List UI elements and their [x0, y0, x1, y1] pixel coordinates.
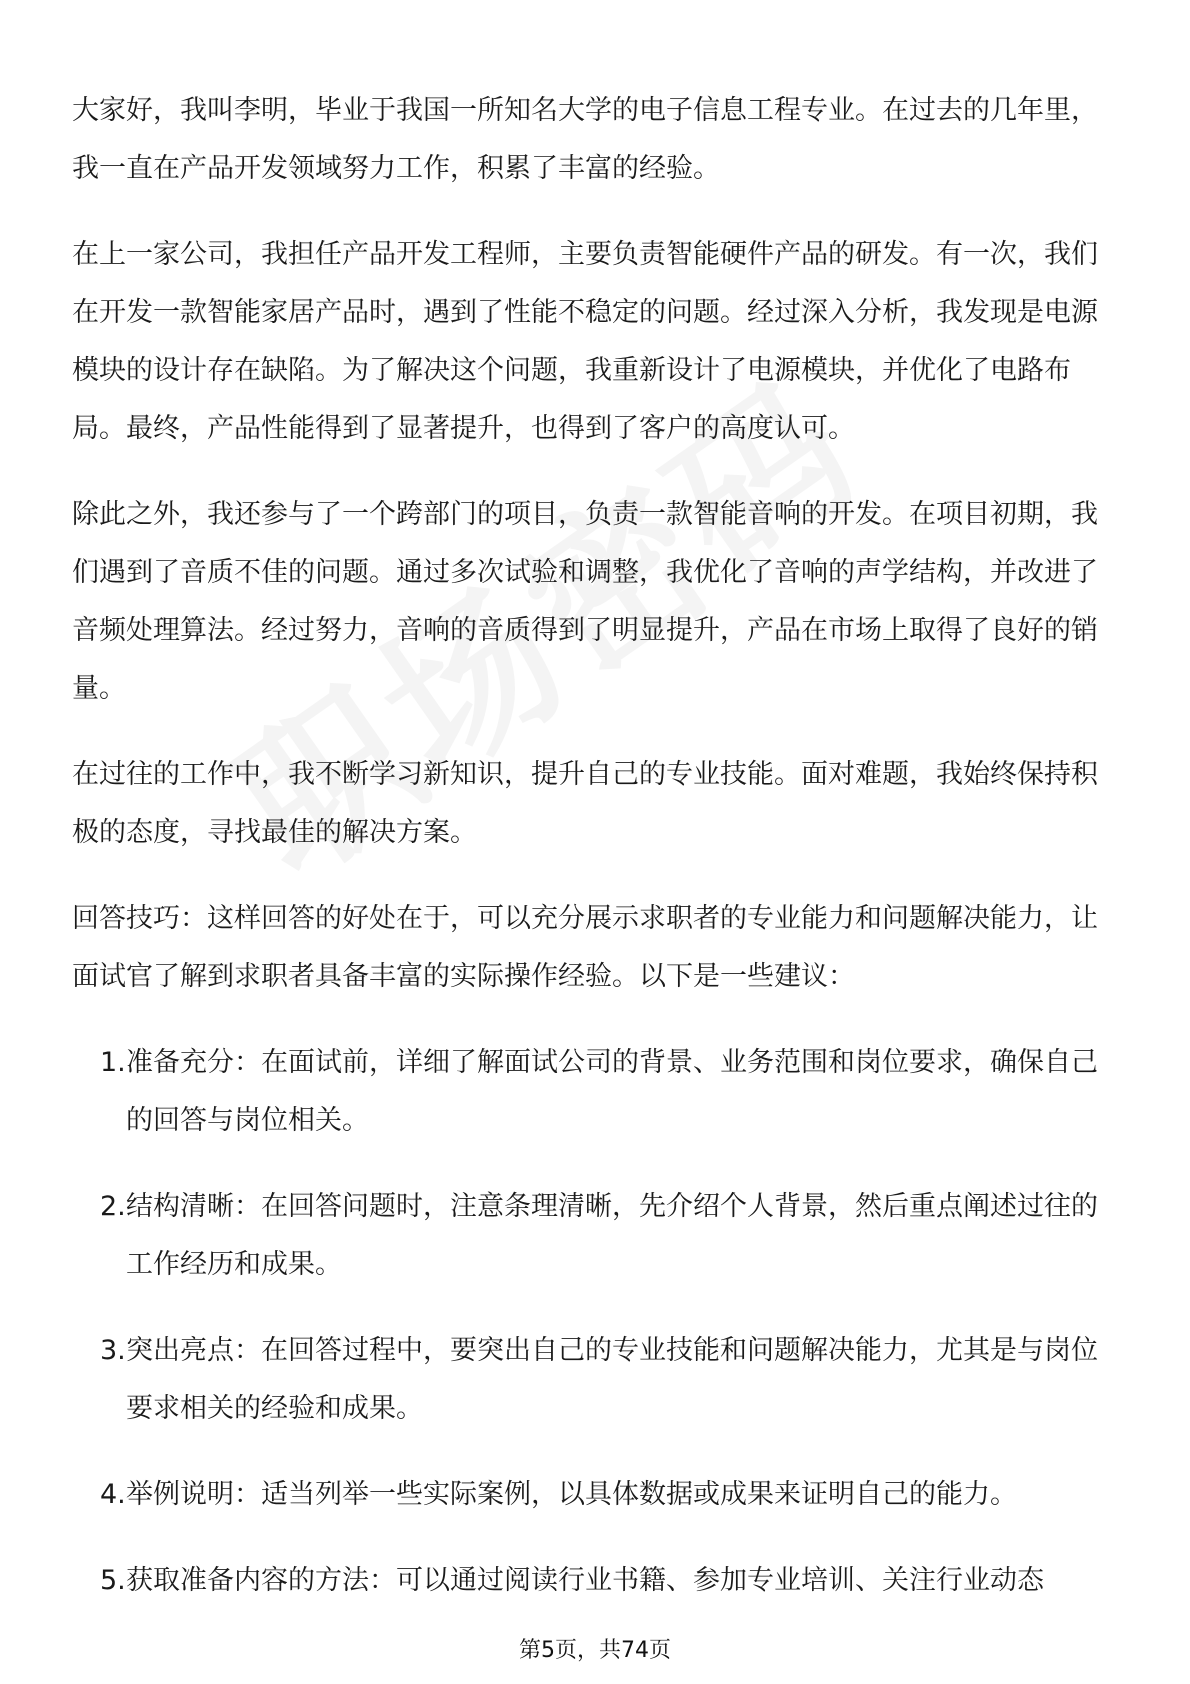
paragraph-tips: 回答技巧：这样回答的好处在于，可以充分展示求职者的专业能力和问题解决能力，让面试官了解到求职者具备丰富的实际操作经验。以下是一些建议： — [72, 903, 1098, 992]
list-item-number: 2. — [100, 1191, 126, 1222]
document-body — [72, 82, 1120, 1638]
list-item-text: 结构清晰：在回答问题时，注意条理清晰，先介绍个人背景，然后重点阐述过往的工作经历和成果。 — [126, 1191, 1098, 1280]
list-item-number: 3. — [100, 1335, 126, 1366]
list-item-text: 准备充分：在面试前，详细了解面试公司的背景、业务范围和岗位要求，确保自己的回答与岗位相关。 — [126, 1047, 1098, 1136]
list-item — [72, 1178, 1120, 1294]
page-footer: 第5页，共74页 — [519, 1638, 671, 1663]
list-item-number: 4. — [100, 1479, 126, 1510]
list-item — [72, 1322, 1120, 1438]
list-item-number: 5. — [100, 1565, 126, 1596]
list-item-number: 1. — [100, 1047, 126, 1078]
paragraph-intro: 大家好，我叫李明，毕业于我国一所知名大学的电子信息工程专业。在过去的几年里，我一直在产品开发领域努力工作，积累了丰富的经验。 — [72, 95, 1098, 184]
paragraph-learning: 在过往的工作中，我不断学习新知识，提升自己的专业技能。面对难题，我始终保持积极的态度，寻找最佳的解决方案。 — [72, 759, 1098, 848]
list-item — [72, 1552, 1120, 1610]
suggestion-list — [72, 1034, 1120, 1610]
list-item-text: 突出亮点：在回答过程中，要突出自己的专业技能和问题解决能力，尤其是与岗位要求相关的经验和成果。 — [126, 1335, 1098, 1424]
list-item — [72, 1034, 1120, 1150]
paragraph-previous-company: 在上一家公司，我担任产品开发工程师，主要负责智能硬件产品的研发。有一次，我们在开发一款智能家居产品时，遇到了性能不稳定的问题。经过深入分析，我发现是电源模块的设计存在缺陷。为了解决这个问题，我重新设计了电源模块，并优化了电路布局。最终，产品性能得到了显著提升，也得到了客户的高度认可。 — [72, 239, 1098, 444]
paragraph-cross-department: 除此之外，我还参与了一个跨部门的项目，负责一款智能音响的开发。在项目初期，我们遇到了音质不佳的问题。通过多次试验和调整，我优化了音响的声学结构，并改进了音频处理算法。经过努力，音响的音质得到了明显提升，产品在市场上取得了良好的销量。 — [72, 499, 1098, 704]
list-item — [72, 1466, 1120, 1524]
list-item-text: 获取准备内容的方法：可以通过阅读行业书籍、参加专业培训、关注行业动态 — [126, 1565, 1044, 1596]
list-item-text: 举例说明：适当列举一些实际案例，以具体数据或成果来证明自己的能力。 — [126, 1479, 1017, 1510]
